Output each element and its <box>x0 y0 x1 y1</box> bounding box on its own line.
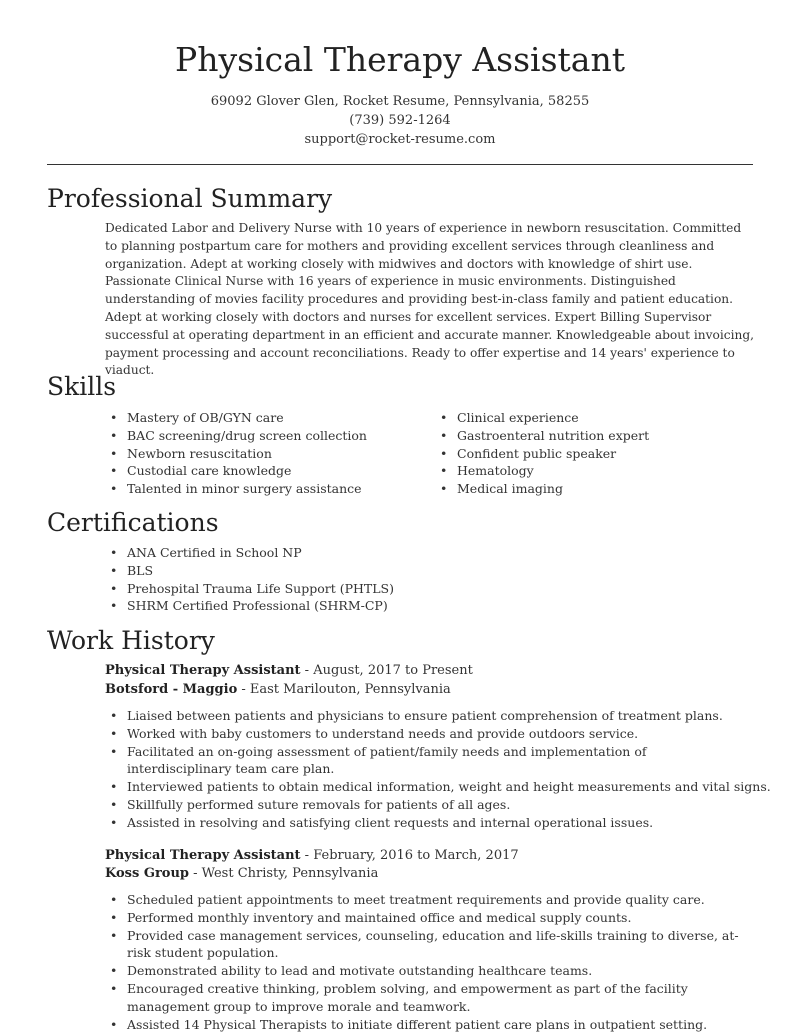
certification-item: • ANA Certified in School NP <box>105 544 745 562</box>
skill-item: • Clinical experience <box>435 409 735 427</box>
job-title: Physical Therapy Assistant <box>105 663 301 678</box>
skill-item: • Custodial care knowledge <box>105 462 425 480</box>
job-company-line <box>105 866 378 881</box>
skill-item: • Mastery of OB/GYN care <box>105 409 425 427</box>
job-bullet: • Performed monthly inventory and maintained office and medical supply counts. <box>105 909 745 927</box>
job-title-line <box>105 848 519 863</box>
certifications-heading: Certifications <box>47 508 219 537</box>
certification-item: • BLS <box>105 562 745 580</box>
skills-list-left <box>105 409 425 498</box>
job-bullets <box>105 707 771 832</box>
job-bullet: • Skillfully performed suture removals for patients of all ages. <box>105 796 745 814</box>
job-location: - West Christy, Pennsylvania <box>189 866 379 881</box>
job-bullet: • Encouraged creative thinking, problem solving, and empowerment as part of the facility management group to improve morale and teamwork. <box>105 980 745 1016</box>
job-bullet: • Demonstrated ability to lead and motivate outstanding healthcare teams. <box>105 962 745 980</box>
job-location: - East Marilouton, Pennsylvania <box>237 682 451 697</box>
job-bullet: • Worked with baby customers to understand needs and provide outdoors service. <box>105 725 745 743</box>
summary-heading: Professional Summary <box>47 184 333 213</box>
job-bullet: • Scheduled patient appointments to meet treatment requirements and provide quality care. <box>105 891 745 909</box>
job-title-line <box>105 663 473 678</box>
skill-item: • BAC screening/drug screen collection <box>105 427 425 445</box>
resume-name: Physical Therapy Assistant <box>175 40 625 79</box>
job-title: Physical Therapy Assistant <box>105 848 301 863</box>
job-bullet: • Facilitated an on-going assessment of patient/family needs and implementation of interdisciplinary team care plan. <box>105 743 745 779</box>
skill-item: • Gastroenteral nutrition expert <box>435 427 735 445</box>
header-divider <box>47 164 753 165</box>
skills-list-right <box>435 409 735 498</box>
work-history-heading: Work History <box>47 626 215 655</box>
skill-item: • Confident public speaker <box>435 445 735 463</box>
job-bullet: • Assisted in resolving and satisfying client requests and internal operational issues. <box>105 814 745 832</box>
job-bullet: • Interviewed patients to obtain medical information, weight and height measurements and vital signs. <box>105 778 745 796</box>
contact-email: support@rocket-resume.com <box>304 132 496 147</box>
job-bullet: • Liaised between patients and physicians to ensure patient comprehension of treatment plans. <box>105 707 745 725</box>
job-dates: - February, 2016 to March, 2017 <box>300 848 519 863</box>
certification-item: • SHRM Certified Professional (SHRM-CP) <box>105 597 745 615</box>
job-company: Botsford - Maggio <box>105 682 238 697</box>
contact-address: 69092 Glover Glen, Rocket Resume, Pennsylvania, 58255 <box>210 94 590 109</box>
job-bullet: • Assisted 14 Physical Therapists to initiate different patient care plans in outpatient setting. <box>105 1016 745 1034</box>
certifications-list <box>105 544 745 615</box>
skill-item: • Hematology <box>435 462 735 480</box>
job-company-line <box>105 682 451 697</box>
job-bullets <box>105 891 745 1033</box>
skill-item: • Talented in minor surgery assistance <box>105 480 425 498</box>
summary-text: Dedicated Labor and Delivery Nurse with 10 years of experience in newborn resuscitation. Committed to planning postpartum care for mothers and providing excellent services through cleanliness and organization. Adept at working closely with midwives and doctors with knowledge of shirt use. Passionate Clinical Nurse with 16 years of experience in music environments. Distinguished understanding of movies facility procedures and providing best-in-class family and patient education. Adept at working closely with doctors and nurses for excellent services. Expert Billing Supervisor successful at operating department in an efficient and accurate manner. Knowledgeable about invoicing, payment processing and account reconciliations. Ready to offer expertise and 14 years' experience to viaduct. <box>105 221 754 378</box>
job-dates: - August, 2017 to Present <box>300 663 473 678</box>
skill-item: • Newborn resuscitation <box>105 445 425 463</box>
job-bullet: • Provided case management services, counseling, education and life-skills training to diverse, at-risk student population. <box>105 927 745 963</box>
skills-heading: Skills <box>47 372 117 401</box>
job-company: Koss Group <box>105 866 190 881</box>
skill-item: • Medical imaging <box>435 480 735 498</box>
certification-item: • Prehospital Trauma Life Support (PHTLS) <box>105 580 745 598</box>
contact-phone: (739) 592-1264 <box>349 113 451 128</box>
